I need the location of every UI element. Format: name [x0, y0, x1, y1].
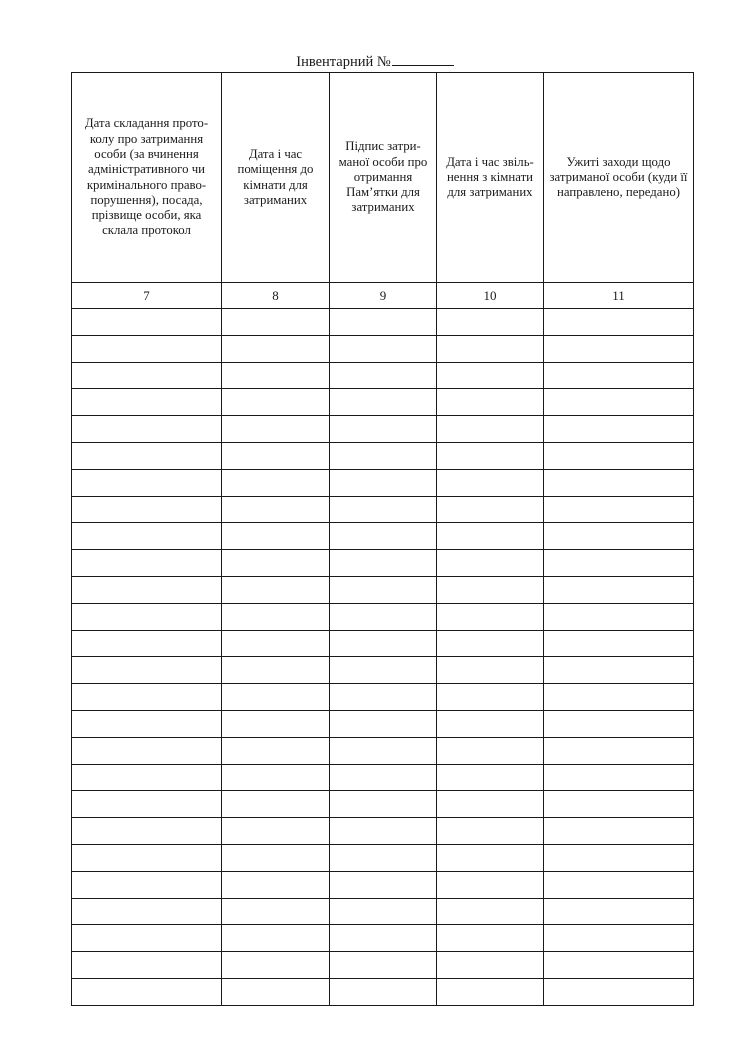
empty-entry-cell — [330, 469, 437, 496]
empty-entry-cell — [330, 630, 437, 657]
empty-entry-cell — [544, 737, 694, 764]
empty-entry-cell — [222, 442, 330, 469]
empty-entry-cell — [330, 603, 437, 630]
empty-entry-cell — [330, 710, 437, 737]
empty-entry-cell — [72, 630, 222, 657]
empty-entry-cell — [330, 737, 437, 764]
table-row — [72, 630, 694, 657]
empty-entry-cell — [544, 469, 694, 496]
empty-entry-cell — [437, 550, 544, 577]
empty-entry-cell — [222, 844, 330, 871]
empty-entry-cell — [544, 764, 694, 791]
empty-entry-cell — [72, 442, 222, 469]
empty-entry-cell — [437, 791, 544, 818]
empty-entry-cell — [437, 523, 544, 550]
empty-entry-cell — [330, 871, 437, 898]
empty-entry-cell — [72, 416, 222, 443]
empty-entry-cell — [222, 871, 330, 898]
column-number: 8 — [222, 283, 330, 309]
empty-entry-cell — [330, 362, 437, 389]
empty-entry-cell — [437, 576, 544, 603]
inventory-label: Інвентарний № — [296, 54, 391, 70]
empty-entry-cell — [544, 416, 694, 443]
empty-entry-cell — [437, 657, 544, 684]
empty-entry-cell — [222, 335, 330, 362]
empty-entry-cell — [330, 764, 437, 791]
empty-entry-cell — [222, 737, 330, 764]
empty-entry-cell — [222, 309, 330, 336]
empty-entry-cell — [437, 469, 544, 496]
empty-entry-cell — [222, 496, 330, 523]
empty-entry-cell — [544, 362, 694, 389]
table-row — [72, 416, 694, 443]
empty-entry-cell — [330, 335, 437, 362]
empty-entry-cell — [222, 630, 330, 657]
empty-entry-cell — [222, 550, 330, 577]
inventory-number-blank — [392, 51, 454, 66]
empty-entry-cell — [544, 871, 694, 898]
empty-entry-cell — [437, 496, 544, 523]
empty-entry-cell — [544, 496, 694, 523]
table-row — [72, 603, 694, 630]
empty-entry-cell — [72, 978, 222, 1005]
column-number: 10 — [437, 283, 544, 309]
empty-entry-cell — [437, 603, 544, 630]
table-row — [72, 576, 694, 603]
empty-entry-cell — [72, 335, 222, 362]
empty-entry-cell — [72, 576, 222, 603]
empty-entry-cell — [222, 925, 330, 952]
table-row — [72, 764, 694, 791]
table-row — [72, 309, 694, 336]
column-number-row — [72, 283, 694, 309]
table-row — [72, 362, 694, 389]
empty-entry-cell — [330, 952, 437, 979]
table-row — [72, 844, 694, 871]
column-number: 7 — [72, 283, 222, 309]
empty-entry-cell — [330, 576, 437, 603]
empty-entry-cell — [544, 791, 694, 818]
table-row — [72, 684, 694, 711]
empty-entry-cell — [544, 630, 694, 657]
empty-entry-cell — [72, 925, 222, 952]
empty-entry-cell — [437, 764, 544, 791]
empty-entry-cell — [72, 898, 222, 925]
empty-entry-cell — [222, 898, 330, 925]
empty-entry-cell — [222, 684, 330, 711]
empty-entry-cell — [437, 844, 544, 871]
column-header-protocol-text: Дата складання прото-колу про затримання особи (за вчинення адміністративного чи кримінального право-порушення), посада, прізвище особи, яка склала протокол — [84, 116, 209, 238]
table-row — [72, 496, 694, 523]
empty-entry-cell — [72, 952, 222, 979]
empty-entry-cell — [222, 389, 330, 416]
empty-entry-cell — [544, 576, 694, 603]
empty-entry-cell — [72, 550, 222, 577]
column-header-measures-text: Ужиті заходи щодо затриманої особи (куди її направлено, передано) — [549, 154, 688, 200]
table-row — [72, 737, 694, 764]
inventory-number-line — [0, 51, 750, 71]
empty-entry-cell — [544, 710, 694, 737]
empty-entry-cell — [544, 523, 694, 550]
column-header-protocol — [72, 73, 222, 283]
table-row — [72, 898, 694, 925]
column-header-release-time — [437, 73, 544, 283]
table-row — [72, 523, 694, 550]
empty-entry-cell — [330, 309, 437, 336]
column-header-signature — [330, 73, 437, 283]
column-header-signature-text: Підпис затри-маної особи про отримання Пам’ятки для затриманих — [338, 139, 428, 215]
empty-entry-cell — [72, 764, 222, 791]
empty-entry-cell — [544, 818, 694, 845]
empty-entry-cell — [437, 416, 544, 443]
table-row — [72, 335, 694, 362]
empty-entry-cell — [544, 309, 694, 336]
empty-entry-cell — [72, 657, 222, 684]
empty-entry-cell — [544, 952, 694, 979]
empty-entry-cell — [330, 818, 437, 845]
empty-entry-cell — [544, 898, 694, 925]
table-row — [72, 389, 694, 416]
empty-entry-cell — [330, 657, 437, 684]
empty-entry-cell — [544, 389, 694, 416]
empty-entry-cell — [72, 710, 222, 737]
empty-entry-cell — [72, 818, 222, 845]
empty-entry-cell — [330, 898, 437, 925]
empty-entry-cell — [437, 684, 544, 711]
empty-entry-cell — [330, 925, 437, 952]
empty-entry-cell — [222, 523, 330, 550]
table-row — [72, 791, 694, 818]
empty-entry-cell — [544, 335, 694, 362]
empty-entry-cell — [72, 684, 222, 711]
table-row — [72, 657, 694, 684]
column-header-measures — [544, 73, 694, 283]
empty-entry-cell — [437, 925, 544, 952]
empty-entry-cell — [437, 362, 544, 389]
empty-entry-cell — [330, 389, 437, 416]
empty-entry-cell — [544, 925, 694, 952]
table-row — [72, 952, 694, 979]
empty-entry-cell — [72, 362, 222, 389]
column-number: 11 — [544, 283, 694, 309]
empty-entry-cell — [330, 550, 437, 577]
empty-entry-cell — [330, 978, 437, 1005]
column-header-release-time-text: Дата і час звіль-нення з кімнати для затриманих — [446, 154, 534, 200]
table-row — [72, 818, 694, 845]
empty-entry-cell — [544, 684, 694, 711]
empty-entry-cell — [72, 309, 222, 336]
empty-entry-cell — [72, 737, 222, 764]
empty-entry-cell — [72, 603, 222, 630]
table-row — [72, 442, 694, 469]
empty-entry-cell — [72, 871, 222, 898]
empty-entry-cell — [544, 978, 694, 1005]
empty-entry-cell — [544, 657, 694, 684]
table-row — [72, 925, 694, 952]
empty-entry-cell — [437, 389, 544, 416]
empty-entry-cell — [72, 844, 222, 871]
table-row — [72, 550, 694, 577]
empty-entry-cell — [222, 657, 330, 684]
empty-entry-cell — [330, 684, 437, 711]
empty-entry-cell — [330, 496, 437, 523]
table-row — [72, 710, 694, 737]
empty-entry-cell — [72, 496, 222, 523]
empty-entry-cell — [437, 818, 544, 845]
empty-entry-cell — [222, 362, 330, 389]
empty-entry-cell — [544, 603, 694, 630]
empty-entry-cell — [437, 630, 544, 657]
header-row — [72, 73, 694, 283]
empty-entry-cell — [437, 335, 544, 362]
empty-entry-cell — [222, 576, 330, 603]
empty-entry-cell — [72, 469, 222, 496]
detention-journal-table — [71, 72, 694, 1006]
table-row — [72, 871, 694, 898]
empty-entry-cell — [222, 764, 330, 791]
empty-entry-cell — [222, 978, 330, 1005]
empty-entry-cell — [437, 710, 544, 737]
table-row — [72, 469, 694, 496]
empty-entry-cell — [437, 978, 544, 1005]
empty-entry-cell — [222, 952, 330, 979]
table-row — [72, 978, 694, 1005]
empty-entry-cell — [330, 791, 437, 818]
empty-entry-cell — [330, 442, 437, 469]
empty-entry-cell — [72, 389, 222, 416]
empty-entry-cell — [72, 523, 222, 550]
empty-entry-cell — [437, 871, 544, 898]
empty-entry-cell — [437, 898, 544, 925]
empty-entry-cell — [544, 442, 694, 469]
empty-entry-cell — [437, 309, 544, 336]
column-header-placement-time — [222, 73, 330, 283]
empty-entry-cell — [544, 550, 694, 577]
empty-entry-cell — [437, 737, 544, 764]
empty-entry-cell — [222, 416, 330, 443]
empty-entry-cell — [330, 523, 437, 550]
empty-entry-cell — [544, 844, 694, 871]
empty-entry-cell — [330, 416, 437, 443]
empty-entry-cell — [222, 710, 330, 737]
empty-entry-cell — [72, 791, 222, 818]
column-header-placement-time-text: Дата і час поміщення до кімнати для затриманих — [237, 146, 314, 207]
column-number: 9 — [330, 283, 437, 309]
empty-entry-cell — [222, 791, 330, 818]
empty-entry-cell — [222, 818, 330, 845]
empty-entry-cell — [222, 469, 330, 496]
empty-entry-cell — [437, 952, 544, 979]
empty-entry-cell — [330, 844, 437, 871]
empty-entry-cell — [222, 603, 330, 630]
empty-entry-cell — [437, 442, 544, 469]
